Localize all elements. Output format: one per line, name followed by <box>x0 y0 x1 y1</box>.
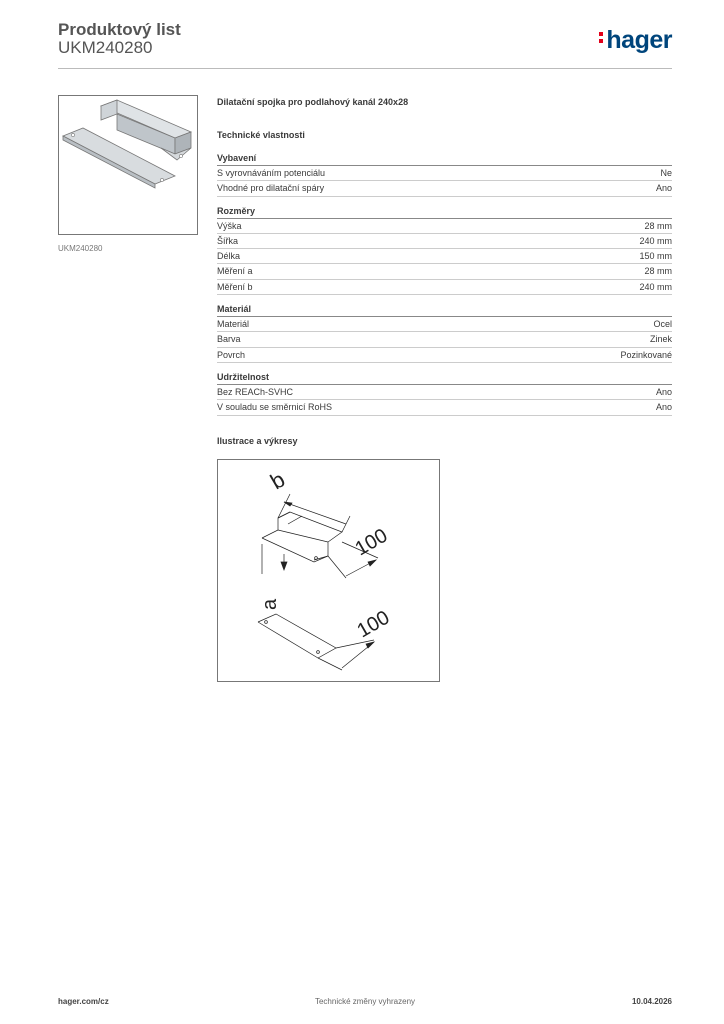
spec-value: Ano <box>655 183 672 194</box>
spec-value: 150 mm <box>639 251 672 262</box>
spec-section <box>217 95 672 448</box>
spec-row <box>217 249 672 264</box>
hager-logo[interactable] <box>599 26 672 55</box>
spec-value: 240 mm <box>639 281 672 292</box>
product-code: UKM240280 <box>58 38 153 57</box>
spec-label: Šířka <box>217 235 239 246</box>
logo-text: hager <box>606 26 672 54</box>
spec-value: Ocel <box>653 319 672 330</box>
dim-100-upper-label: 100 <box>351 524 392 561</box>
product-image <box>58 95 198 235</box>
logo-dots-icon <box>599 29 604 46</box>
group-title: Vybavení <box>217 152 672 166</box>
spec-label: Vhodné pro dilatační spáry <box>217 183 325 194</box>
spec-value: 28 mm <box>644 220 672 231</box>
footer-site-link[interactable]: hager.com/cz <box>58 997 109 1006</box>
spec-label: Měření a <box>217 266 253 277</box>
spec-row <box>217 181 672 196</box>
spec-label: Měření b <box>217 281 253 292</box>
spec-group-udrzitelnost <box>217 371 672 416</box>
spec-row <box>217 264 672 279</box>
spec-value: Ano <box>655 402 672 413</box>
spec-group-rozmery <box>217 205 672 295</box>
spec-label: V souladu se směrnicí RoHS <box>217 402 333 413</box>
spec-row <box>217 219 672 234</box>
header-divider <box>58 68 672 69</box>
spec-label: S vyrovnáváním potenciálu <box>217 168 326 178</box>
page-title: Produktový list <box>58 20 181 39</box>
spec-row <box>217 385 672 400</box>
spec-value: 28 mm <box>644 266 672 277</box>
dim-a-label: a <box>259 598 281 610</box>
dim-b-label: b <box>266 466 290 495</box>
spec-row <box>217 317 672 332</box>
spec-row <box>217 166 672 181</box>
footer-date: 10.04.2026 <box>631 997 672 1006</box>
spec-value: Ano <box>655 386 672 397</box>
group-title: Rozměry <box>217 205 672 219</box>
spec-value: 240 mm <box>639 235 672 246</box>
spec-group-vybaveni <box>217 152 672 197</box>
spec-row <box>217 332 672 347</box>
spec-row <box>217 400 672 415</box>
spec-label: Délka <box>217 251 241 262</box>
spec-label: Výška <box>217 220 242 231</box>
spec-value: Pozinkované <box>620 349 672 360</box>
spec-label: Materiál <box>217 319 250 330</box>
illustrations-title: Ilustrace a výkresy <box>217 435 298 446</box>
spec-label: Bez REACh-SVHC <box>217 386 294 397</box>
spec-label: Barva <box>217 334 241 345</box>
technical-drawing <box>217 459 440 682</box>
spec-row <box>217 348 672 363</box>
spec-row <box>217 280 672 295</box>
spec-title: Technické vlastnosti <box>217 130 305 140</box>
spec-group-material <box>217 303 672 363</box>
group-title: Materiál <box>217 303 672 317</box>
product-name: Dilatační spojka pro podlahový kanál 240x28 <box>217 97 409 107</box>
dim-100-lower-label: 100 <box>353 606 394 643</box>
spec-value: Ne <box>660 168 672 178</box>
footer-note: Technické změny vyhrazeny <box>314 997 416 1006</box>
spec-row <box>217 234 672 249</box>
spec-label: Povrch <box>217 349 246 360</box>
spec-value: Zinek <box>649 334 672 345</box>
image-caption: UKM240280 <box>58 244 103 253</box>
group-title: Udržitelnost <box>217 371 672 385</box>
